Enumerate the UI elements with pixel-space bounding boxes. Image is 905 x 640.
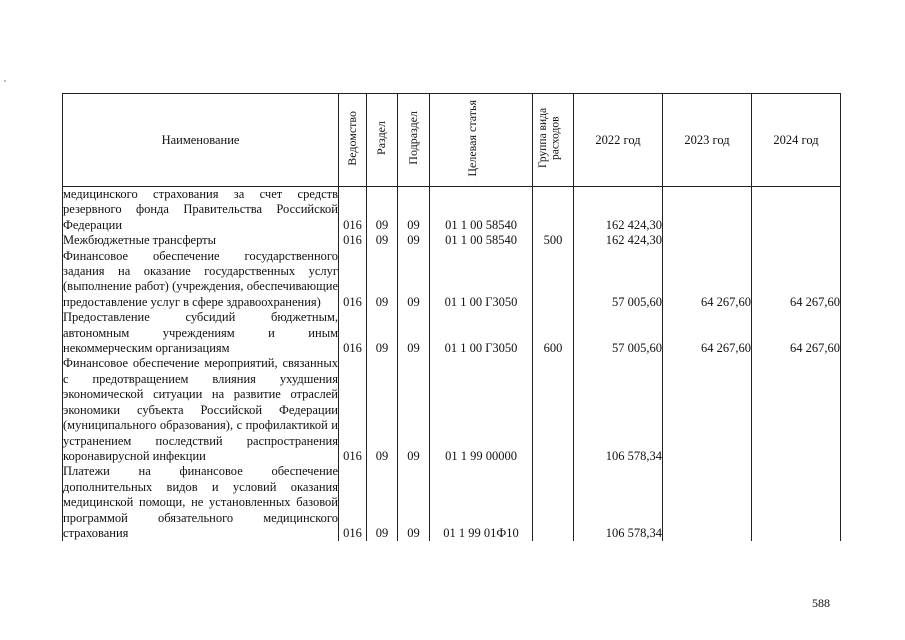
header-2022: 2022 год xyxy=(574,94,663,187)
header-name: Наименование xyxy=(63,94,339,187)
row-vr xyxy=(533,356,574,464)
row-2024 xyxy=(752,464,841,541)
row-podrazdel: 09 xyxy=(398,249,430,311)
row-vr xyxy=(533,464,574,541)
row-2022: 57 005,60 xyxy=(574,249,663,311)
row-razdel: 09 xyxy=(367,310,398,356)
table-row xyxy=(63,187,841,234)
row-2022: 106 578,34 xyxy=(574,464,663,541)
scan-artifact xyxy=(4,80,6,82)
row-2022: 57 005,60 xyxy=(574,310,663,356)
row-ved: 016 xyxy=(339,356,367,464)
table-row xyxy=(63,356,841,464)
row-cs: 01 1 00 Г3050 xyxy=(430,249,533,311)
row-razdel: 09 xyxy=(367,356,398,464)
row-ved: 016 xyxy=(339,249,367,311)
row-vr: 600 xyxy=(533,310,574,356)
budget-table-container xyxy=(62,93,840,583)
row-2024: 64 267,60 xyxy=(752,249,841,311)
row-razdel: 09 xyxy=(367,187,398,234)
table-row xyxy=(63,464,841,541)
row-vr xyxy=(533,187,574,234)
row-ved: 016 xyxy=(339,464,367,541)
row-vr: 500 xyxy=(533,233,574,248)
row-name: Межбюджетные трансферты xyxy=(63,233,339,248)
header-razdel: Раздел xyxy=(367,94,398,187)
table-row xyxy=(63,249,841,311)
table-row xyxy=(63,233,841,248)
row-podrazdel: 09 xyxy=(398,233,430,248)
row-name: Платежи на финансовое обеспечение дополнительных видов и условий оказания медицинской помощи, не установленных базовой программой обязательного медицинского страхования xyxy=(63,464,338,540)
table-row xyxy=(63,310,841,356)
header-2024: 2024 год xyxy=(752,94,841,187)
row-2023: 64 267,60 xyxy=(663,310,752,356)
row-podrazdel: 09 xyxy=(398,187,430,234)
row-cs: 01 1 00 Г3050 xyxy=(430,310,533,356)
row-name: Предоставление субсидий бюджетным, автономным учреждениям и иным некоммерческим организациям xyxy=(63,310,338,356)
row-2024: 64 267,60 xyxy=(752,310,841,356)
row-podrazdel: 09 xyxy=(398,464,430,541)
row-name: медицинского страхования за счет средств резервного фонда Правительства Российской Федерации xyxy=(63,187,338,232)
row-2024 xyxy=(752,187,841,234)
row-podrazdel: 09 xyxy=(398,356,430,464)
row-ved: 016 xyxy=(339,187,367,234)
header-2023: 2023 год xyxy=(663,94,752,187)
row-razdel: 09 xyxy=(367,249,398,311)
row-razdel: 09 xyxy=(367,233,398,248)
row-ved: 016 xyxy=(339,310,367,356)
row-2022: 106 578,34 xyxy=(574,356,663,464)
header-cel-statya: Целевая статья xyxy=(430,94,533,187)
row-2024 xyxy=(752,356,841,464)
row-2023 xyxy=(663,187,752,234)
row-razdel: 09 xyxy=(367,464,398,541)
row-2023 xyxy=(663,233,752,248)
row-cs: 01 1 99 00000 xyxy=(430,356,533,464)
row-2023 xyxy=(663,356,752,464)
row-2023 xyxy=(663,464,752,541)
row-2022: 162 424,30 xyxy=(574,233,663,248)
row-cs: 01 1 99 01Ф10 xyxy=(430,464,533,541)
header-gruppa: Группа вида расходов xyxy=(533,94,574,187)
row-cs: 01 1 00 58540 xyxy=(430,233,533,248)
row-name: Финансовое обеспечение государственного задания на оказание государственных услуг (выполнение работ) (учреждения, обеспечивающие предоставление услуг в сфере здравоохранения) xyxy=(63,248,338,309)
row-name: Финансовое обеспечение мероприятий, связанных с предотвращением влияния ухудшения экономической ситуации на развитие отраслей экономики субъекта Российской Федерации (муниципального образования), с профилактикой и устранением последствий распространения коронавирусной инфекции xyxy=(63,356,338,463)
header-vedomstvo: Ведомство xyxy=(339,94,367,187)
table-header-row xyxy=(63,94,841,187)
row-2023: 64 267,60 xyxy=(663,249,752,311)
row-ved: 016 xyxy=(339,233,367,248)
row-cs: 01 1 00 58540 xyxy=(430,187,533,234)
row-2024 xyxy=(752,233,841,248)
row-2022: 162 424,30 xyxy=(574,187,663,234)
header-podrazdel: Подраздел xyxy=(398,94,430,187)
row-podrazdel: 09 xyxy=(398,310,430,356)
row-vr xyxy=(533,249,574,311)
page-number: 588 xyxy=(812,596,830,610)
budget-table xyxy=(62,93,841,541)
